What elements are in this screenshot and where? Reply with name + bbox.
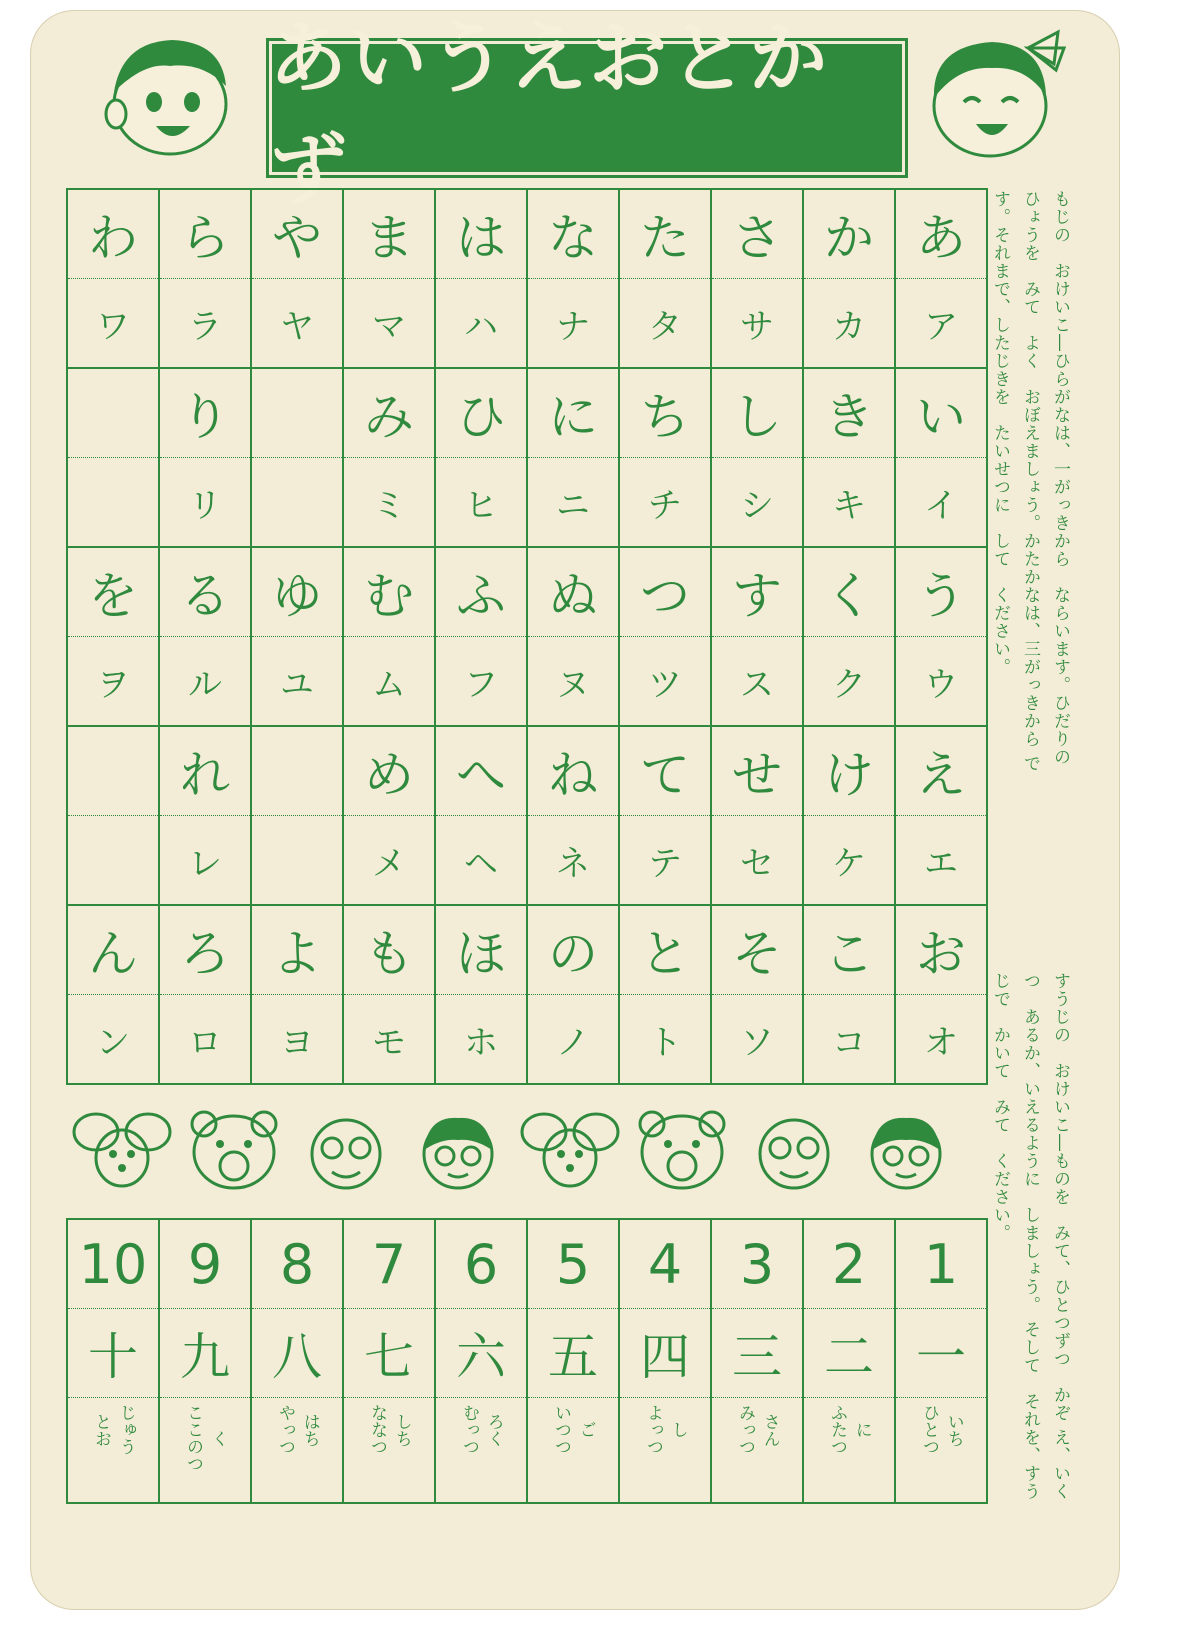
number-reading: に [851,1421,872,1438]
katakana-cell: シ [711,458,803,548]
kanji-numeral-cell: 三 [711,1309,803,1398]
hiragana-cell: あ [895,189,987,279]
girl-face-icon [908,18,1078,168]
hiragana-cell: き [803,368,895,458]
number-reading: く [207,1429,228,1447]
hiragana-cell: に [527,368,619,458]
hiragana-cell: か [803,189,895,279]
arabic-numeral-cell: 9 [159,1219,251,1309]
katakana-cell: ア [895,279,987,369]
number-reading: いつつ [551,1404,571,1455]
arabic-numeral-cell: 1 [895,1219,987,1309]
number-instructions: すうじの おけいこ―ものを みて、ひとつずつ かぞ え、いくつ あるか、いえるように しましょう。 そして それを、すうじで かいて みて ください。 [990,972,1070,1501]
hiragana-cell: へ [435,726,527,816]
katakana-cell: マ [343,279,435,369]
number-reading-cell [527,1398,619,1504]
number-reading: じゅう [115,1404,136,1455]
number-reading-cell [435,1398,527,1504]
katakana-cell: ク [803,637,895,727]
arabic-numeral-cell: 2 [803,1219,895,1309]
katakana-cell [67,816,159,906]
hiragana-cell: り [159,368,251,458]
number-reading: みっつ [735,1404,755,1455]
kanji-numeral-cell: 六 [435,1309,527,1398]
robot-icon [760,1120,828,1188]
katakana-cell: ワ [67,279,159,369]
hiragana-cell: ね [527,726,619,816]
katakana-cell: ヤ [251,279,343,369]
kanji-numeral-cell: 一 [895,1309,987,1398]
critter-row [66,1102,968,1194]
arabic-numeral-cell: 3 [711,1219,803,1309]
katakana-cell: ヒ [435,458,527,548]
kanji-numeral-cell: 七 [343,1309,435,1398]
katakana-cell: ヨ [251,995,343,1085]
hiragana-cell: て [619,726,711,816]
hiragana-cell: と [619,905,711,995]
hiragana-cell: そ [711,905,803,995]
arabic-numeral-cell: 4 [619,1219,711,1309]
hiragana-cell: ぬ [527,547,619,637]
number-reading-cell [67,1398,159,1504]
katakana-cell: ケ [803,816,895,906]
kana-instructions: もじの おけいこ―ひらがなは、一がっきから ならいます。ひだりの ひょうを みて よく おぼえましょう。かたかなは、三がっきから です。それまで、したじきを たいせつに して ください。 [990,190,1070,773]
hiragana-cell: を [67,547,159,637]
katakana-cell: ヌ [527,637,619,727]
hiragana-cell: や [251,189,343,279]
katakana-cell: リ [159,458,251,548]
hiragana-cell: く [803,547,895,637]
hiragana-cell: な [527,189,619,279]
kanji-numeral-cell: 四 [619,1309,711,1398]
number-reading: はち [299,1412,320,1447]
number-table [66,1218,988,1504]
arabic-numeral-cell: 5 [527,1219,619,1309]
number-reading-cell [159,1398,251,1504]
hiragana-cell: つ [619,547,711,637]
kanji-numeral-cell: 八 [251,1309,343,1398]
katakana-cell [251,816,343,906]
arabic-numeral-cell: 10 [67,1219,159,1309]
hiragana-cell: は [435,189,527,279]
katakana-cell: ス [711,637,803,727]
number-reading: むっつ [459,1404,479,1455]
arabic-numeral-cell: 7 [343,1219,435,1309]
katakana-cell: ニ [527,458,619,548]
hiragana-cell: け [803,726,895,816]
katakana-cell: エ [895,816,987,906]
katakana-cell: タ [619,279,711,369]
katakana-cell: ヘ [435,816,527,906]
number-reading: やっつ [275,1404,295,1455]
number-reading: とお [91,1412,111,1447]
katakana-cell: ラ [159,279,251,369]
katakana-cell: ミ [343,458,435,548]
katakana-cell [251,458,343,548]
katakana-cell: ル [159,637,251,727]
number-reading: ここのつ [183,1404,203,1472]
kana-table [66,188,988,1085]
katakana-cell: セ [711,816,803,906]
katakana-cell: モ [343,995,435,1085]
hiragana-cell: す [711,547,803,637]
hiragana-cell: え [895,726,987,816]
hiragana-cell: ろ [159,905,251,995]
katakana-cell: ン [67,995,159,1085]
hiragana-cell: し [711,368,803,458]
hiragana-cell [67,726,159,816]
number-reading: よっつ [643,1404,663,1455]
katakana-cell: フ [435,637,527,727]
katakana-cell: ト [619,995,711,1085]
number-reading: ふたつ [827,1404,847,1455]
number-reading: ご [575,1421,596,1438]
hiragana-cell: こ [803,905,895,995]
katakana-cell: レ [159,816,251,906]
boy-robot-icon [424,1118,492,1188]
katakana-cell: ナ [527,279,619,369]
katakana-cell: ム [343,637,435,727]
number-reading: いち [943,1412,964,1447]
katakana-cell: ロ [159,995,251,1085]
katakana-cell: サ [711,279,803,369]
katakana-cell: カ [803,279,895,369]
number-reading: ななつ [367,1404,387,1455]
hiragana-cell: み [343,368,435,458]
hiragana-cell: も [343,905,435,995]
boy-face-icon [92,22,242,162]
number-reading: さん [759,1412,780,1447]
hiragana-cell [67,368,159,458]
number-reading: ひとつ [919,1404,939,1455]
hiragana-cell: た [619,189,711,279]
critter-icons [66,1102,968,1194]
boy-robot-icon [872,1118,940,1188]
kanji-numeral-cell: 二 [803,1309,895,1398]
katakana-cell: ハ [435,279,527,369]
number-reading-cell [619,1398,711,1504]
katakana-cell: メ [343,816,435,906]
number-reading: しち [391,1412,412,1447]
katakana-cell: ホ [435,995,527,1085]
katakana-cell: テ [619,816,711,906]
bear-icon [640,1112,724,1188]
katakana-cell: ノ [527,995,619,1085]
hiragana-cell: わ [67,189,159,279]
kanji-numeral-cell: 五 [527,1309,619,1398]
hiragana-cell: ら [159,189,251,279]
katakana-cell: ツ [619,637,711,727]
kanji-numeral-cell: 十 [67,1309,159,1398]
katakana-cell: ヲ [67,637,159,727]
katakana-cell: イ [895,458,987,548]
katakana-cell: ユ [251,637,343,727]
hiragana-cell: さ [711,189,803,279]
hiragana-cell: よ [251,905,343,995]
hiragana-cell: せ [711,726,803,816]
mouse-icon [74,1114,170,1186]
number-reading-cell [803,1398,895,1504]
hiragana-cell: れ [159,726,251,816]
hiragana-cell: う [895,547,987,637]
arabic-numeral-cell: 8 [251,1219,343,1309]
katakana-cell: ネ [527,816,619,906]
number-reading-cell [251,1398,343,1504]
hiragana-cell: ま [343,189,435,279]
hiragana-cell: ひ [435,368,527,458]
title-banner [266,14,908,216]
katakana-cell: ソ [711,995,803,1085]
hiragana-cell: い [895,368,987,458]
page-title: あいうえおとかず [269,14,830,216]
hiragana-cell: ふ [435,547,527,637]
kanji-numeral-cell: 九 [159,1309,251,1398]
katakana-cell: オ [895,995,987,1085]
number-reading: し [667,1421,688,1438]
arabic-numeral-cell: 6 [435,1219,527,1309]
hiragana-cell: お [895,905,987,995]
number-reading-cell [343,1398,435,1504]
hiragana-cell: ん [67,905,159,995]
katakana-cell: コ [803,995,895,1085]
katakana-cell: キ [803,458,895,548]
katakana-cell: チ [619,458,711,548]
hiragana-cell: ち [619,368,711,458]
hiragana-cell: め [343,726,435,816]
number-reading-cell [711,1398,803,1504]
bear-icon [192,1112,276,1188]
hiragana-cell [251,368,343,458]
katakana-cell [67,458,159,548]
hiragana-cell: む [343,547,435,637]
hiragana-cell: ほ [435,905,527,995]
number-reading: ろく [483,1412,504,1447]
robot-icon [312,1120,380,1188]
mouse-icon [522,1114,618,1186]
hiragana-cell [251,726,343,816]
hiragana-cell: る [159,547,251,637]
hiragana-cell: の [527,905,619,995]
hiragana-cell: ゆ [251,547,343,637]
number-reading-cell [895,1398,987,1504]
katakana-cell: ウ [895,637,987,727]
